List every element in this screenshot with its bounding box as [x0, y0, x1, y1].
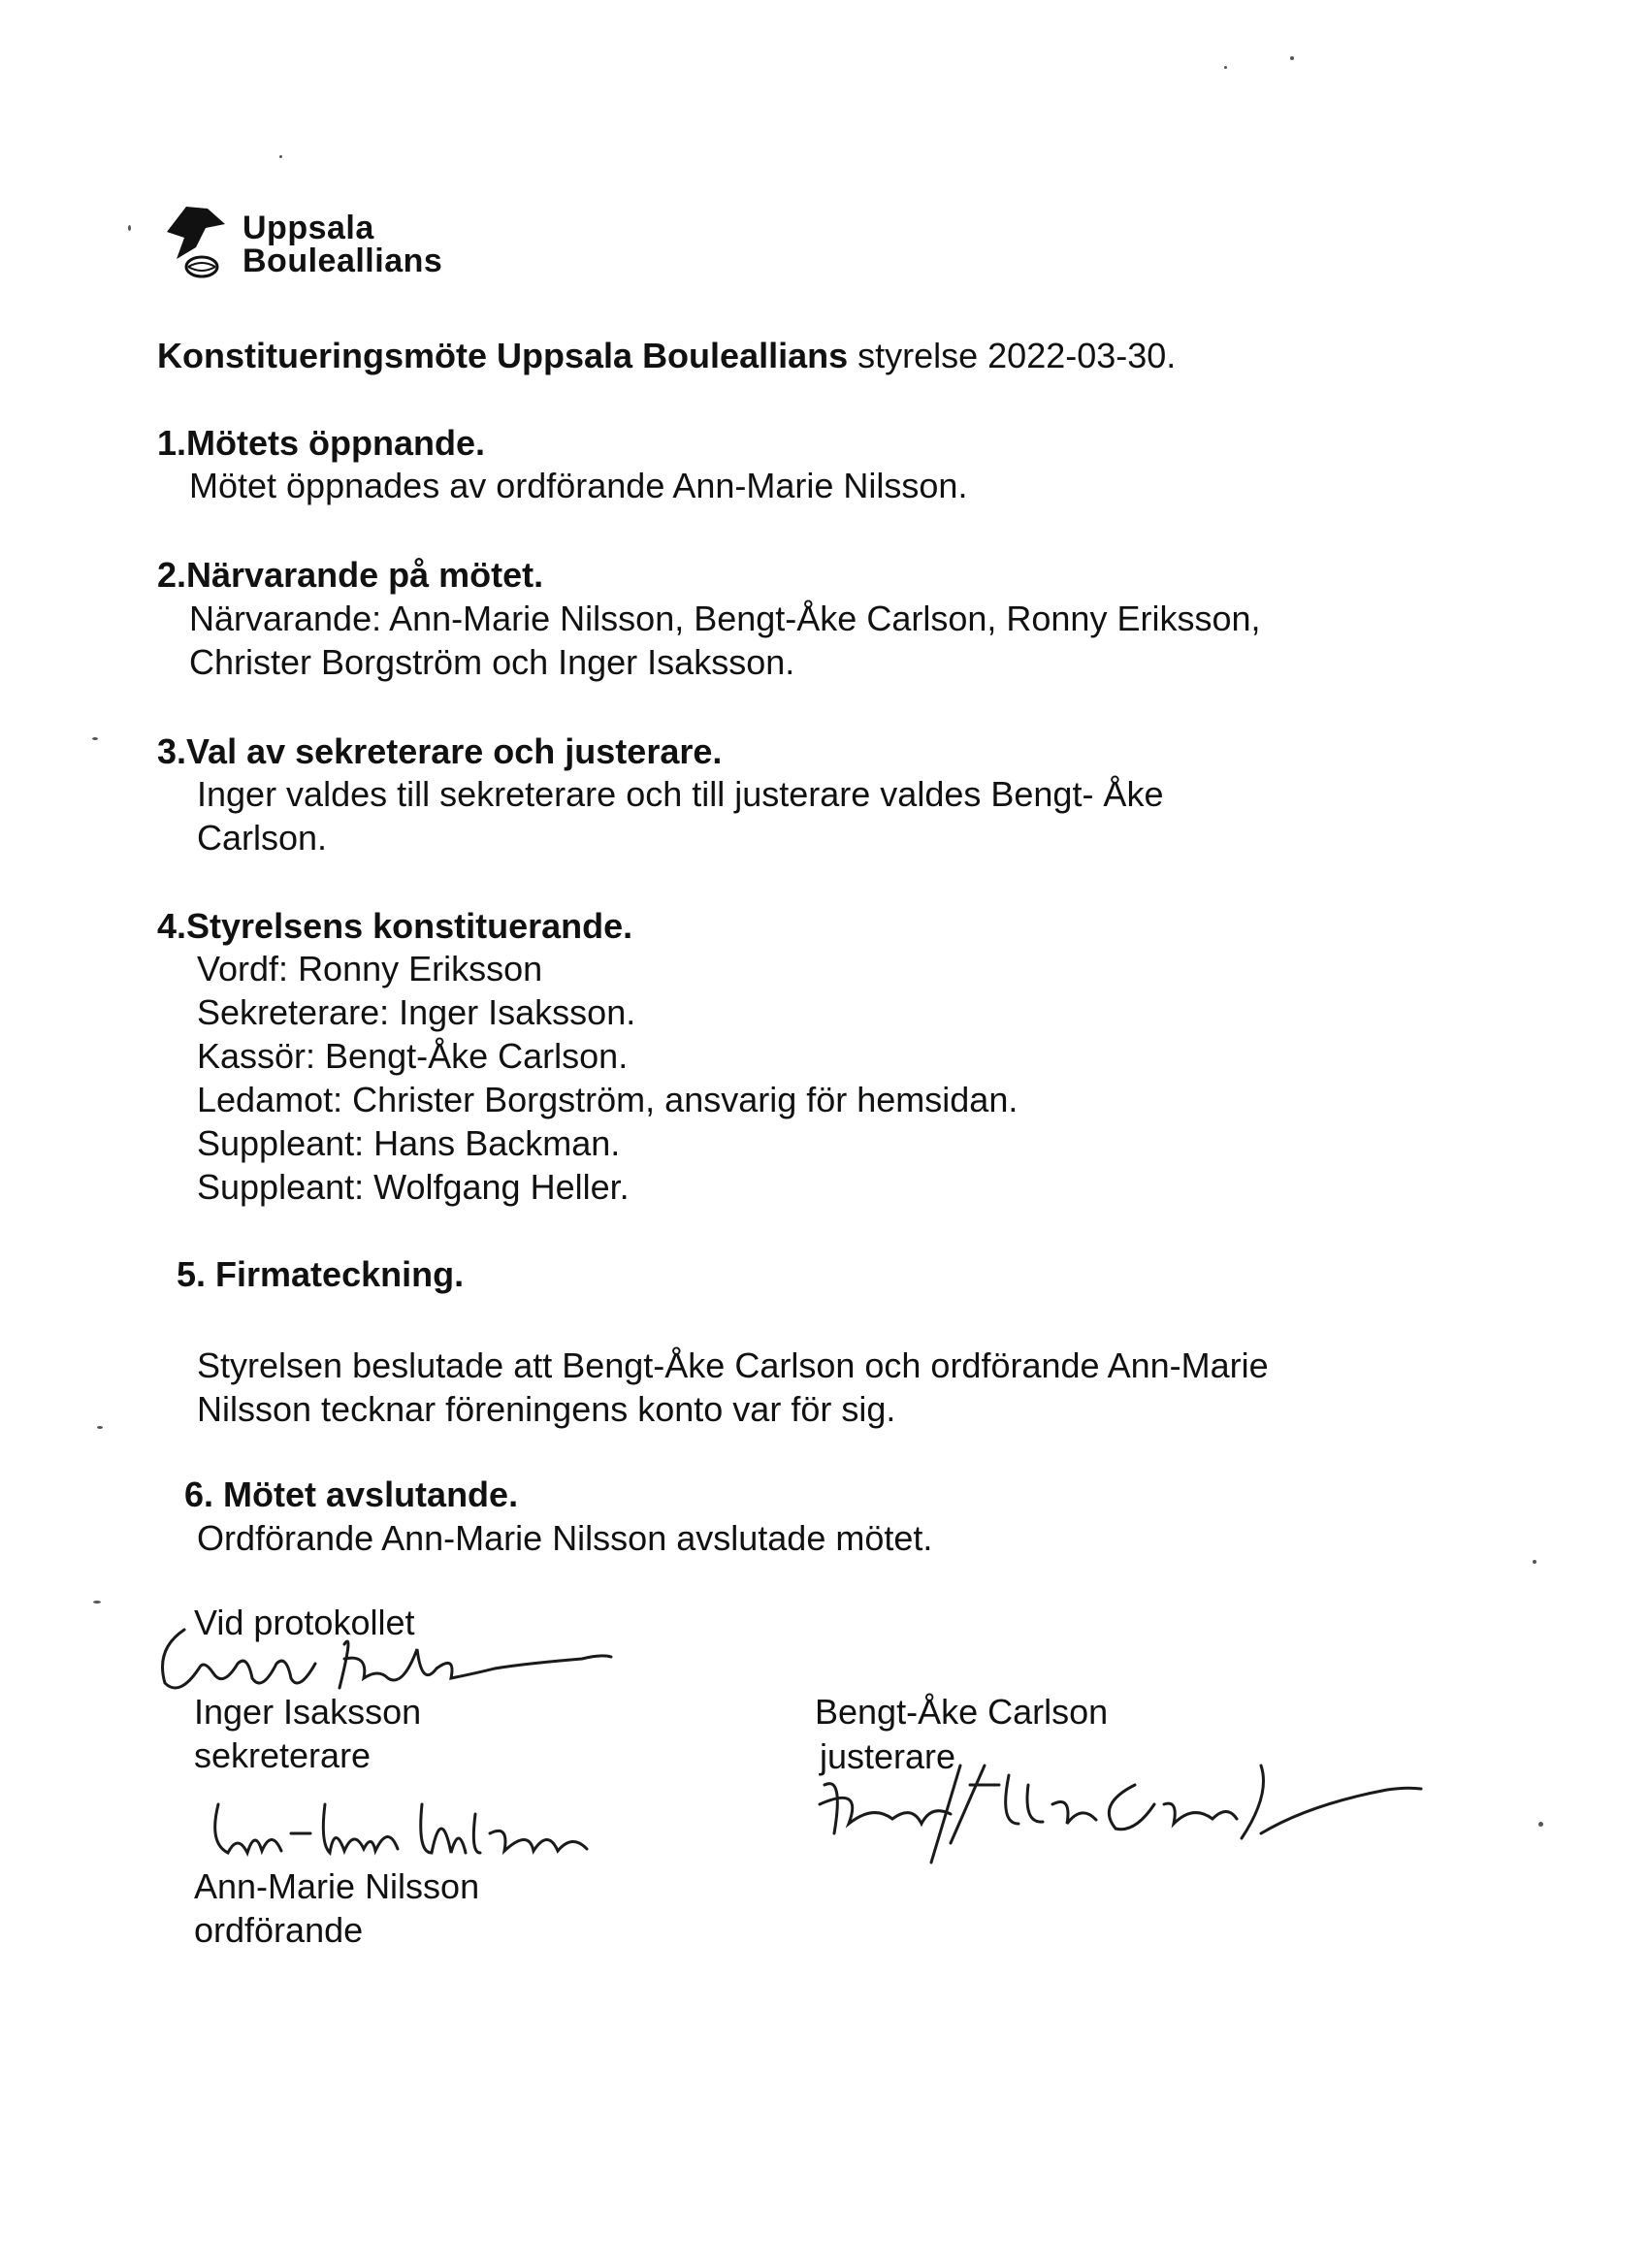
section-heading: 6. Mötet avslutande. [184, 1474, 519, 1514]
section-line: Carlson. [197, 818, 328, 858]
secretary-signature [146, 1610, 630, 1707]
section-line: Suppleant: Wolfgang Heller. [197, 1167, 630, 1207]
section-line: Sekreterare: Inger Isaksson. [197, 992, 636, 1032]
scan-speck [279, 155, 282, 158]
section-heading: 2.Närvarande på mötet. [157, 555, 544, 595]
title-rest: styrelse 2022-03-30. [848, 336, 1177, 375]
scan-speck [128, 225, 131, 231]
document-title [157, 334, 1176, 377]
section-heading: 3.Val av sekreterare och justerare. [157, 731, 723, 771]
signature-intro: Vid protokollet [194, 1603, 415, 1642]
section-line: Kassör: Bengt-Åke Carlson. [197, 1036, 629, 1076]
chair-name: Ann-Marie Nilsson [194, 1866, 480, 1906]
logo-line-1: Uppsala [242, 210, 374, 246]
scan-speck [1224, 66, 1227, 69]
scan-speck [93, 1601, 101, 1604]
chair-role: ordförande [194, 1910, 364, 1950]
scan-speck [1290, 56, 1294, 60]
section-heading: 1.Mötets öppnande. [157, 423, 486, 463]
section-line: Närvarande: Ann-Marie Nilsson, Bengt-Åke Carlson, Ronny Eriksson, [189, 599, 1261, 638]
scan-speck [97, 1426, 103, 1429]
section-line: Mötet öppnades av ordförande Ann-Marie Nilsson. [189, 466, 968, 505]
section-line: Suppleant: Hans Backman. [197, 1123, 621, 1163]
secretary-name: Inger Isaksson [194, 1692, 422, 1732]
secretary-role: sekreterare [194, 1735, 372, 1775]
section-line: Vordf: Ronny Eriksson [197, 949, 543, 988]
bird-logo-icon [157, 199, 235, 286]
title-bold: Konstitueringsmöte Uppsala Bouleallians [157, 336, 849, 375]
scan-speck [92, 737, 98, 740]
logo-line-2: Bouleallians [242, 243, 443, 279]
section-heading: 5. Firmateckning. [177, 1254, 465, 1294]
section-line: Ordförande Ann-Marie Nilsson avslutade mötet. [197, 1518, 933, 1558]
scan-speck [1538, 1822, 1543, 1827]
section-heading: 4.Styrelsens konstituerande. [157, 906, 633, 946]
section-line: Christer Borgström och Inger Isaksson. [189, 642, 795, 682]
section-line: Ledamot: Christer Borgström, ansvarig för hemsidan. [197, 1080, 1018, 1119]
section-line: Inger valdes till sekreterare och till justerare valdes Bengt- Åke [197, 774, 1164, 814]
adjuster-name: Bengt-Åke Carlson [815, 1692, 1109, 1732]
adjuster-signature [805, 1746, 1426, 1872]
adjuster-role: justerare [820, 1736, 956, 1776]
section-line: Nilsson tecknar föreningens konto var för sig. [197, 1389, 896, 1429]
chair-signature [199, 1785, 606, 1872]
scan-speck [1533, 1560, 1536, 1564]
logo-wordmark [242, 211, 442, 277]
section-line: Styrelsen beslutade att Bengt-Åke Carlson och ordförande Ann-Marie [197, 1345, 1269, 1385]
